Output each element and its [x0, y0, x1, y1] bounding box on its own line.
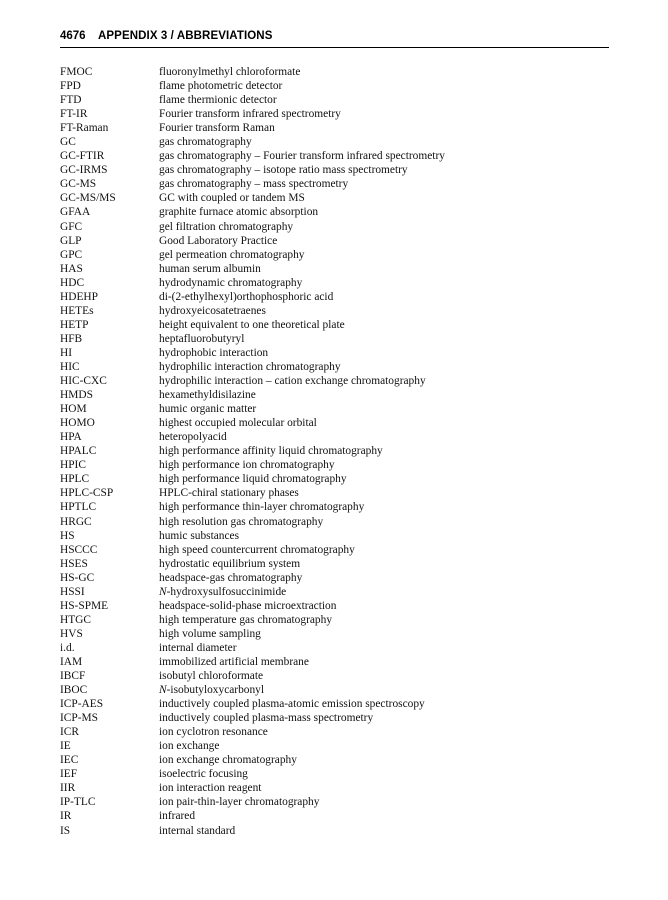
abbreviation-term: HPIC — [60, 459, 86, 472]
abbreviation-entry — [60, 205, 620, 219]
abbreviation-definition: ion cyclotron resonance — [159, 726, 268, 739]
abbreviation-entry — [60, 824, 620, 838]
abbreviation-term: HVS — [60, 627, 83, 640]
abbreviation-term: HS — [60, 529, 75, 542]
abbreviation-definition: high performance affinity liquid chromatography — [159, 445, 383, 458]
abbreviation-entry — [60, 332, 620, 346]
abbreviation-definition: gas chromatography — [159, 136, 252, 149]
abbreviation-definition: inductively coupled plasma-atomic emission spectroscopy — [159, 698, 425, 711]
abbreviation-definition: ion interaction reagent — [159, 782, 262, 795]
abbreviation-entry — [60, 318, 620, 332]
abbreviation-definition: Fourier transform infrared spectrometry — [159, 108, 341, 121]
abbreviation-definition: high performance ion chromatography — [159, 459, 335, 472]
abbreviation-term: GC-IRMS — [60, 164, 108, 177]
abbreviation-term: IS — [60, 824, 71, 837]
abbreviation-term: HOM — [60, 403, 87, 416]
abbreviation-entry — [60, 753, 620, 767]
abbreviation-definition: GC with coupled or tandem MS — [159, 192, 305, 205]
abbreviation-term: HAS — [60, 262, 83, 275]
abbreviation-entry — [60, 809, 620, 823]
abbreviation-term: IIR — [60, 782, 76, 795]
abbreviation-term: IBCF — [60, 670, 86, 683]
abbreviation-definition: high temperature gas chromatography — [159, 613, 333, 626]
abbreviation-entry — [60, 458, 620, 472]
abbreviation-term: GFAA — [60, 206, 91, 219]
abbreviation-term: GC-FTIR — [60, 150, 105, 163]
page-number: 4676 — [60, 30, 86, 42]
abbreviation-term: i.d. — [60, 641, 75, 654]
abbreviation-term: GLP — [60, 234, 82, 247]
abbreviation-entry — [60, 543, 620, 557]
abbreviation-term: IR — [60, 810, 72, 823]
abbreviation-term: HRGC — [60, 515, 92, 528]
abbreviation-definition: internal diameter — [159, 641, 237, 654]
abbreviation-term: IBOC — [60, 684, 88, 697]
abbreviation-definition: headspace-gas chromatography — [159, 571, 303, 584]
abbreviation-definition: hydrostatic equilibrium system — [159, 557, 301, 570]
abbreviation-term: FTD — [60, 94, 82, 107]
abbreviation-entry — [60, 739, 620, 753]
abbreviation-term: HFB — [60, 332, 83, 345]
abbreviation-term: IEC — [60, 754, 79, 767]
abbreviation-definition: inductively coupled plasma-mass spectrometry — [159, 712, 374, 725]
abbreviation-entry — [60, 402, 620, 416]
abbreviation-term: HMDS — [60, 389, 93, 402]
abbreviation-entry — [60, 360, 620, 374]
abbreviation-entry — [60, 515, 620, 529]
abbreviation-term: GC-MS — [60, 178, 97, 191]
abbreviation-definition: high resolution gas chromatography — [159, 515, 324, 528]
abbreviation-definition: hydrophilic interaction – cation exchange chromatography — [159, 375, 426, 388]
abbreviation-term: HSCCC — [60, 543, 98, 556]
abbreviation-definition: heteropolyacid — [159, 431, 227, 444]
abbreviation-term: HSSI — [60, 585, 85, 598]
abbreviation-term: ICP-MS — [60, 712, 98, 725]
page-header — [60, 28, 609, 48]
abbreviation-entry — [60, 135, 620, 149]
abbreviation-definition — [159, 683, 264, 697]
abbreviation-entry — [60, 79, 620, 93]
abbreviation-entry — [60, 557, 620, 571]
abbreviation-definition: high performance thin-layer chromatography — [159, 501, 365, 514]
abbreviation-definition: graphite furnace atomic absorption — [159, 206, 319, 219]
abbreviation-definition: fluoronylmethyl chloroformate — [159, 66, 301, 78]
abbreviation-entry — [60, 669, 620, 683]
abbreviation-term: HI — [60, 346, 73, 359]
abbreviation-term: GC-MS/MS — [60, 192, 116, 205]
abbreviation-term: IE — [60, 740, 71, 753]
abbreviation-term: HS-SPME — [60, 599, 109, 612]
abbreviation-definition: hydroxyeicosatetraenes — [159, 304, 266, 317]
abbreviation-definition: height equivalent to one theoretical plate — [159, 318, 345, 331]
abbreviation-entry — [60, 121, 620, 135]
abbreviation-entry — [60, 276, 620, 290]
abbreviation-entry — [60, 416, 620, 430]
abbreviation-definition: high volume sampling — [159, 627, 261, 640]
abbreviation-entry — [60, 683, 620, 697]
abbreviation-definition: high speed countercurrent chromatography — [159, 543, 355, 556]
abbreviation-definition: gas chromatography – isotope ratio mass spectrometry — [159, 164, 408, 177]
abbreviation-term: GPC — [60, 248, 83, 261]
abbreviation-entry — [60, 767, 620, 781]
abbreviation-definition: gel filtration chromatography — [159, 220, 294, 233]
abbreviation-definition: heptafluorobutyryl — [159, 332, 245, 345]
abbreviation-definition: ion exchange — [159, 740, 220, 753]
abbreviation-term: HSES — [60, 557, 88, 570]
abbreviation-term: FPD — [60, 80, 81, 93]
abbreviation-definition: flame photometric detector — [159, 80, 283, 93]
abbreviation-entry — [60, 500, 620, 514]
abbreviation-entry — [60, 177, 620, 191]
abbreviation-term: HIC — [60, 360, 80, 373]
abbreviation-definition: flame thermionic detector — [159, 94, 277, 107]
abbreviation-definition: Fourier transform Raman — [159, 122, 275, 135]
abbreviation-term: IAM — [60, 655, 83, 668]
abbreviation-entry — [60, 795, 620, 809]
abbreviation-definition: headspace-solid-phase microextraction — [159, 599, 337, 612]
abbreviation-entry — [60, 304, 620, 318]
abbreviation-term: HDEHP — [60, 290, 98, 303]
abbreviation-entry — [60, 444, 620, 458]
abbreviation-entry — [60, 725, 620, 739]
abbreviation-definition: Good Laboratory Practice — [159, 234, 278, 247]
abbreviation-definition: gas chromatography – Fourier transform infrared spectrometry — [159, 150, 445, 163]
abbreviation-term: HIC-CXC — [60, 375, 107, 388]
abbreviation-entry — [60, 374, 620, 388]
abbreviation-term: GFC — [60, 220, 83, 233]
abbreviation-term: HETP — [60, 318, 89, 331]
running-title: APPENDIX 3 / ABBREVIATIONS — [98, 30, 273, 42]
abbreviation-entry — [60, 93, 620, 107]
abbreviation-entry — [60, 472, 620, 486]
abbreviation-term: HPLC-CSP — [60, 487, 114, 500]
definition-text: -hydroxysulfosuccinimide — [166, 585, 287, 598]
abbreviation-term: IEF — [60, 768, 78, 781]
abbreviation-entry — [60, 191, 620, 205]
abbreviation-entry — [60, 220, 620, 234]
abbreviation-definition: hydrodynamic chromatography — [159, 276, 303, 289]
abbreviation-term: HPA — [60, 431, 82, 444]
abbreviation-term: FT-IR — [60, 108, 88, 121]
abbreviation-definition: hydrophobic interaction — [159, 346, 269, 359]
abbreviation-entry — [60, 529, 620, 543]
abbreviation-term: HPTLC — [60, 501, 97, 514]
abbreviation-entry — [60, 781, 620, 795]
abbreviation-entry — [60, 107, 620, 121]
abbreviation-definition: human serum albumin — [159, 262, 261, 275]
abbreviation-entry — [60, 65, 620, 79]
abbreviation-term: ICP-AES — [60, 698, 104, 711]
abbreviation-term: HDC — [60, 276, 85, 289]
abbreviation-definition: humic organic matter — [159, 403, 257, 416]
abbreviation-entry — [60, 163, 620, 177]
abbreviation-entry — [60, 641, 620, 655]
abbreviation-entry — [60, 655, 620, 669]
abbreviation-term: HPALC — [60, 445, 97, 458]
abbreviation-entry — [60, 234, 620, 248]
abbreviation-list — [60, 65, 620, 838]
abbreviation-entry — [60, 599, 620, 613]
abbreviation-term: HOMO — [60, 417, 95, 430]
abbreviation-term: FT-Raman — [60, 122, 109, 135]
abbreviation-entry — [60, 697, 620, 711]
abbreviation-entry — [60, 149, 620, 163]
abbreviation-entry — [60, 613, 620, 627]
abbreviation-definition: hexamethyldisilazine — [159, 389, 256, 402]
definition-italic-prefix: N — [159, 585, 167, 598]
abbreviation-definition: gel permeation chromatography — [159, 248, 305, 261]
abbreviation-definition: high performance liquid chromatography — [159, 473, 347, 486]
abbreviation-term: HPLC — [60, 473, 90, 486]
abbreviation-definition — [159, 585, 286, 599]
abbreviation-entry — [60, 388, 620, 402]
abbreviation-term: HS-GC — [60, 571, 95, 584]
definition-italic-prefix: N — [159, 684, 167, 697]
abbreviation-entry — [60, 262, 620, 276]
abbreviation-entry — [60, 571, 620, 585]
abbreviation-definition: HPLC-chiral stationary phases — [159, 487, 299, 500]
abbreviation-entry — [60, 346, 620, 360]
abbreviation-definition: gas chromatography – mass spectrometry — [159, 178, 349, 191]
abbreviation-entry — [60, 430, 620, 444]
abbreviation-definition: highest occupied molecular orbital — [159, 417, 317, 430]
abbreviation-definition: humic substances — [159, 529, 240, 542]
abbreviation-term: FMOC — [60, 66, 93, 78]
abbreviation-definition: ion pair-thin-layer chromatography — [159, 796, 320, 809]
abbreviation-term: HTGC — [60, 613, 92, 626]
abbreviation-term: HETEs — [60, 304, 94, 317]
abbreviation-entry — [60, 711, 620, 725]
abbreviation-definition: di-(2-ethylhexyl)orthophosphoric acid — [159, 290, 334, 303]
abbreviation-term: ICR — [60, 726, 79, 739]
definition-text: -isobutyloxycarbonyl — [166, 684, 265, 697]
abbreviation-definition: immobilized artificial membrane — [159, 655, 309, 668]
abbreviation-definition: isobutyl chloroformate — [159, 670, 264, 683]
abbreviation-term: IP-TLC — [60, 796, 96, 809]
abbreviation-term: GC — [60, 136, 76, 149]
abbreviation-entry — [60, 248, 620, 262]
abbreviation-entry — [60, 290, 620, 304]
abbreviation-definition: ion exchange chromatography — [159, 754, 297, 767]
abbreviation-definition: infrared — [159, 810, 196, 823]
abbreviation-definition: internal standard — [159, 824, 236, 837]
abbreviation-entry — [60, 627, 620, 641]
abbreviation-definition: hydrophilic interaction chromatography — [159, 360, 341, 373]
abbreviation-entry — [60, 486, 620, 500]
abbreviation-entry — [60, 585, 620, 599]
abbreviation-definition: isoelectric focusing — [159, 768, 248, 781]
